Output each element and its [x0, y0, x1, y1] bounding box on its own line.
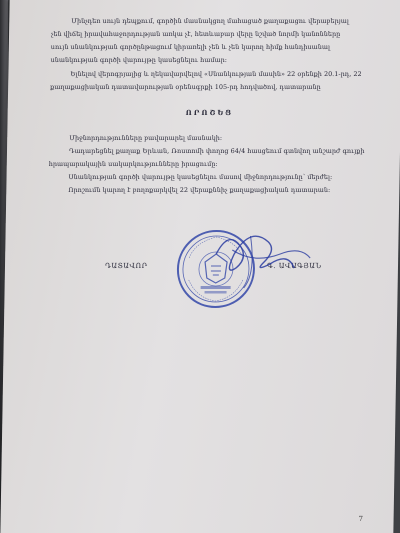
text-line: Որոշումն կարող է բողոքարկվել 22 վերաքննիչ քաղաքացիական դատարան։: [68, 186, 331, 194]
judge-title: ԴԱՏԱՎՈՐ: [104, 262, 148, 270]
page-number: 7: [358, 515, 364, 523]
text-line: սույն սնանկության գործընթացում կիրառելի չեն և չեն կարող հիմք հանդիսանալ: [50, 43, 331, 51]
text-line: Դադարեցնել քաղաք Երևան, Ռոստոմի փողոց 64/4 հասցեում գտնվող անշարժ գույքի: [68, 147, 365, 155]
text-line: Միջնորդությունները բավարարել մասնակի։: [69, 134, 223, 142]
text-line: Մինչդեռ սույն դեպքում, գործին մասնակցող մահացած քաղաքացու վերաբերյալ: [71, 17, 350, 25]
text-line: չեն վիճել իրավահաջորդության առկա չէ, հետևաբար վերը նշված նորմի կանոնները: [50, 30, 341, 38]
text-line: սնանկության գործի վարույթը կասեցնելու համար։: [50, 56, 228, 64]
text-line: քաղաքացիական դատավարության օրենսգրքի 105-րդ հոդվածով, դատարանը: [50, 83, 321, 91]
judge-name: Գ. ԱՎԱԳՅԱՆ: [266, 262, 322, 270]
text-line: Ելնելով վերոգրյալից և ղեկավարվելով «Սնանկության մասին» 22 օրենքի 20.1-րդ, 22: [70, 70, 362, 78]
decision-heading: ՈՐՈՇԵՑ: [185, 108, 234, 117]
text-line: Սնանկության գործի վարույթը կասեցնելու մասով միջնորդությունը՝ մերժել։: [68, 173, 333, 181]
text-line: հրապարակային սակարկությունները իրացումը։: [48, 160, 218, 168]
handwritten-signature: [209, 224, 320, 304]
